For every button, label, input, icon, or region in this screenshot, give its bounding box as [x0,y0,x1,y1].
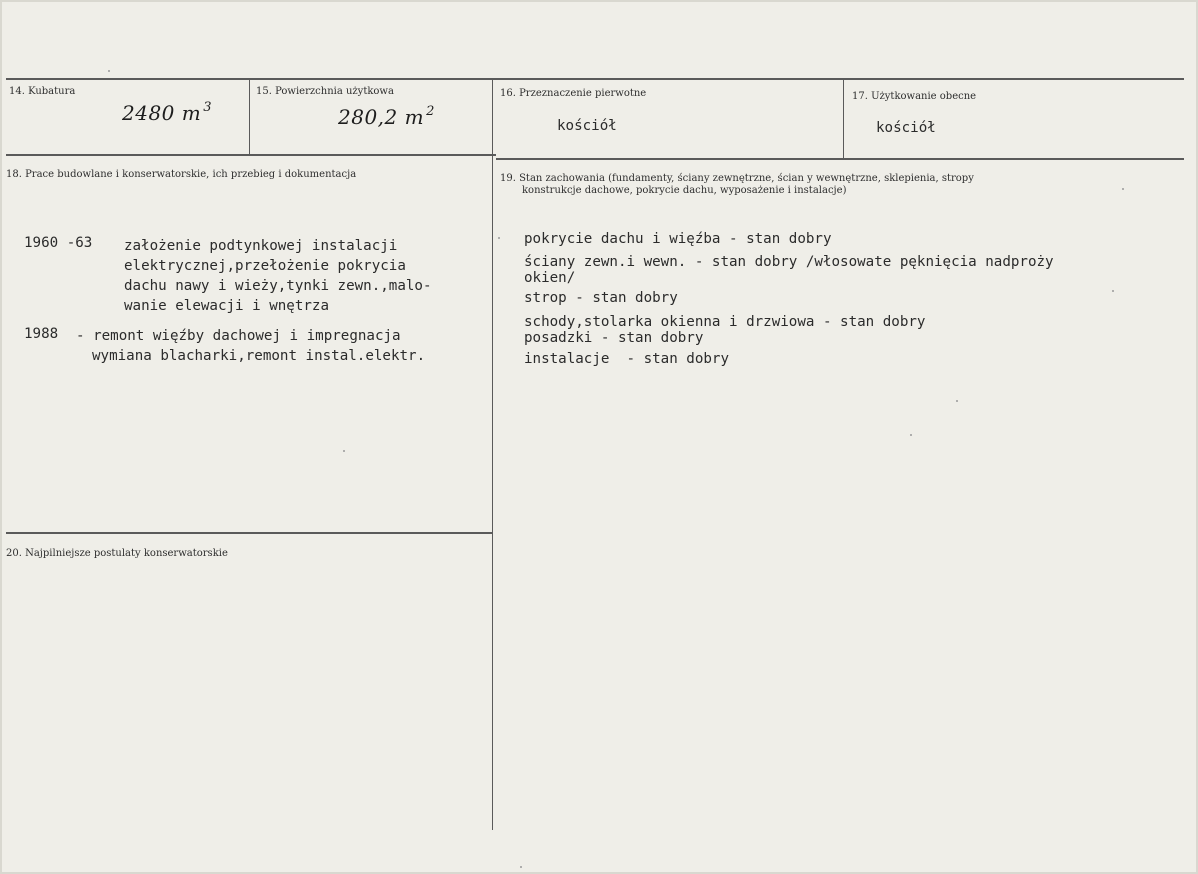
stan-line-5: schody,stolarka okienna i drzwiowa - stan dobry [524,314,926,330]
prace-entry-1-line-4: wanie elewacji i wnętrza [124,298,329,314]
przeznaczenie-value: kościół [557,118,617,134]
stan-line-1: pokrycie dachu i więźba - stan dobry [524,231,832,247]
stan-line-4: strop - stan dobry [524,290,678,306]
scan-speck [1112,290,1114,292]
prace-entry-1-line-3: dachu nawy i wieży,tynki zewn.,malo- [124,278,432,294]
stan-label-line-2: konstrukcje dachowe, pokrycie dachu, wyposażenie i instalacje) [522,185,847,196]
stan-line-7: instalacje - stan dobry [524,351,729,367]
stan-line-2: ściany zewn.i wewn. - stan dobry /włosowate pęknięcia nadproży [524,254,1054,270]
kubatura-label: 14. Kubatura [9,86,76,97]
scan-speck [1122,188,1124,190]
stan-label-line-1: 19. Stan zachowania (fundamenty, ściany zewnętrzne, ścian y wewnętrzne, sklepienia, stropy [500,173,974,184]
powierzchnia-value [338,104,435,129]
top-row-bottom-line-right [496,158,1184,160]
scan-speck [108,70,110,72]
stan-line-3: okien/ [524,270,576,286]
prace-entry-1-line-2: elektrycznej,przełożenie pokrycia [124,258,406,274]
prace-entry-2-line-1: - remont więźby dachowej i impregnacja [76,328,401,344]
scan-speck [520,866,522,868]
scan-speck [498,237,500,239]
kubatura-exponent: 3 [203,100,213,115]
prace-entry-2-year: 1988 [24,326,59,342]
section-18-20-divider [6,532,492,534]
top-row-bottom-line [6,154,496,156]
divider-15-16 [492,80,493,830]
scan-speck [910,434,912,436]
kubatura-number: 2480 m [122,101,202,125]
stan-line-6: posadzki - stan dobry [524,330,704,346]
powierzchnia-number: 280,2 m [338,105,425,129]
divider-14-15 [249,80,250,155]
prace-label: 18. Prace budowlane i konserwatorskie, ich przebieg i dokumentacja [6,169,357,180]
powierzchnia-exponent: 2 [426,104,435,119]
postulaty-label: 20. Najpilniejsze postulaty konserwatorskie [6,548,228,559]
uzytkowanie-value: kościół [876,120,936,136]
top-border-line [6,78,1184,80]
powierzchnia-label: 15. Powierzchnia użytkowa [256,86,394,97]
prace-entry-2-line-2: wymiana blacharki,remont instal.elektr. [92,348,426,364]
kubatura-value [122,100,212,125]
przeznaczenie-label: 16. Przeznaczenie pierwotne [500,88,647,99]
prace-entry-1-line-1: założenie podtynkowej instalacji [124,238,398,254]
prace-entry-1-year: 1960 -63 [24,235,93,251]
scan-speck [343,450,345,452]
uzytkowanie-label: 17. Użytkowanie obecne [852,91,977,102]
scan-speck [956,400,958,402]
divider-16-17 [843,80,844,158]
